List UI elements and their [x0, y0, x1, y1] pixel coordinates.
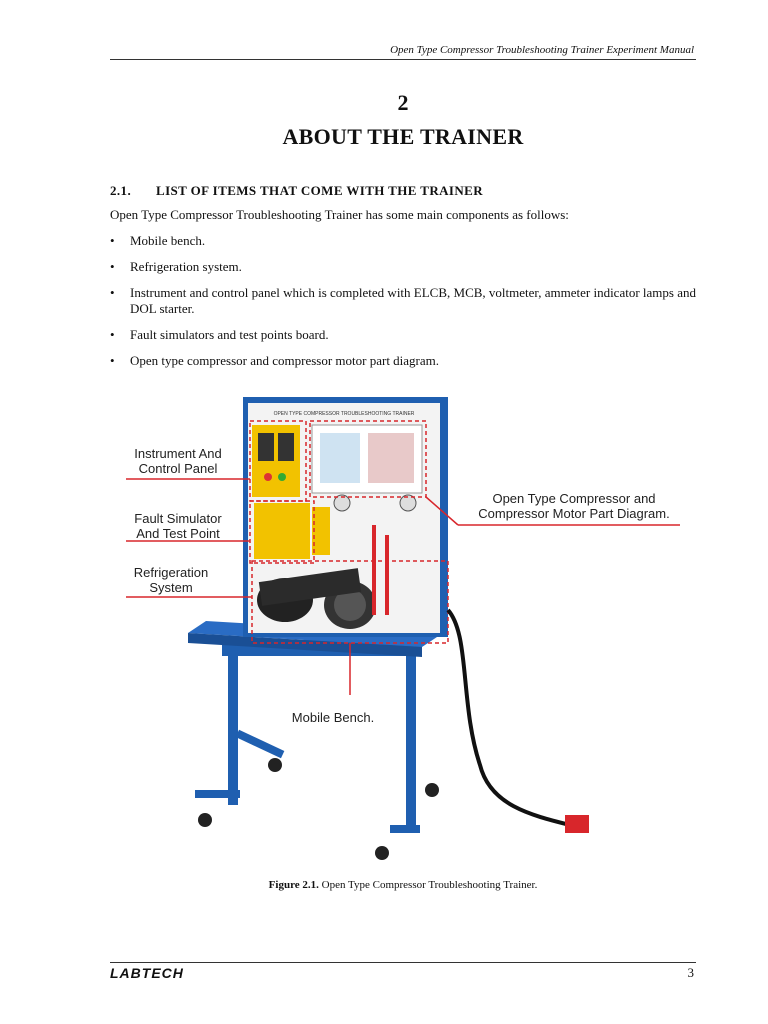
header-rule: [110, 59, 696, 60]
figure-caption: [0, 879, 768, 891]
bullet-icon: •: [110, 233, 115, 248]
list-item-text: Mobile bench.: [130, 233, 206, 248]
label-refrigeration-line2: System: [149, 580, 193, 595]
list-item: [110, 327, 696, 343]
chapter-title: ABOUT THE TRAINER: [282, 124, 524, 149]
list-item: [110, 285, 696, 317]
label-instrument-line1: Instrument And: [134, 446, 222, 461]
label-instrument-line2: Control Panel: [138, 461, 218, 476]
list-item: [110, 259, 696, 275]
label-diagram-line1: Open Type Compressor and: [492, 491, 656, 506]
label-refrigeration-line1: Refrigeration: [133, 565, 209, 580]
label-bench: Mobile Bench.: [291, 710, 375, 725]
chapter-number: 2: [397, 90, 409, 115]
label-fault-line1: Fault Simulator: [134, 511, 222, 526]
section-number: 2.1.: [110, 183, 132, 198]
page-number: 3: [687, 965, 694, 980]
panel-title-text: OPEN TYPE COMPRESSOR TROUBLESHOOTING TRAINER: [273, 411, 415, 417]
list-item-text: Open type compressor and compressor motor part diagram.: [130, 353, 440, 368]
section-heading: [110, 183, 483, 199]
bullet-icon: •: [110, 259, 115, 274]
plug-illustration: [565, 815, 589, 833]
running-header: Open Type Compressor Troubleshooting Trainer Experiment Manual: [390, 44, 694, 56]
list-item-text: Fault simulators and test points board.: [130, 327, 329, 342]
bullet-icon: •: [110, 327, 115, 342]
caption-text: Open Type Compressor Troubleshooting Trainer.: [318, 879, 538, 891]
trainer-panel-illustration: [243, 397, 448, 643]
label-fault-line2: And Test Point: [136, 526, 220, 541]
section-title: LIST OF ITEMS THAT COME WITH THE TRAINER: [156, 183, 484, 198]
footer-rule: [110, 962, 696, 963]
labtech-logo: LABTECH: [110, 965, 184, 981]
list-item: [110, 353, 696, 369]
mobile-bench-illustration: [188, 621, 440, 860]
list-item: [110, 233, 696, 249]
label-diagram-line2: Compressor Motor Part Diagram.: [478, 506, 670, 521]
component-list: [110, 233, 696, 379]
bullet-icon: •: [110, 353, 115, 368]
list-item-text: Refrigeration system.: [130, 259, 242, 274]
intro-paragraph: Open Type Compressor Troubleshooting Trainer has some main components as follows:: [110, 207, 569, 222]
trainer-figure: [110, 385, 698, 875]
caption-label: Figure 2.1.: [268, 879, 319, 891]
list-item-text: Instrument and control panel which is completed with ELCB, MCB, voltmeter, ammeter indicator lamps and DOL starter.: [130, 285, 696, 316]
bullet-icon: •: [110, 285, 115, 300]
